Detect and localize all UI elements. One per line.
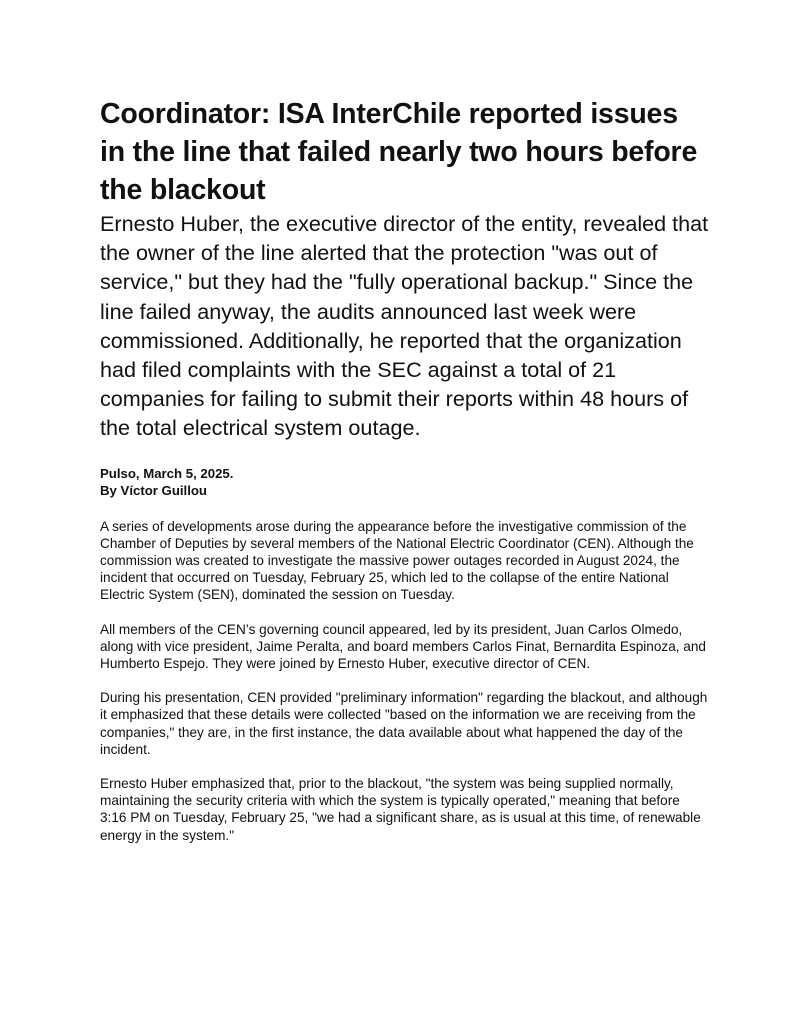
headline: Coordinator: ISA InterChile reported issues in the line that failed nearly two hours before the blackout <box>100 98 698 206</box>
byline <box>100 465 710 499</box>
body-paragraph: During his presentation, CEN provided "preliminary information" regarding the blackout, and although it emphasized that these details were collected "based on the information we are receiving from the companies," they are, in the first instance, the data available about what happened the day of the incident. <box>100 690 708 757</box>
author: By Víctor Guillou <box>100 482 207 498</box>
body-paragraph: Ernesto Huber emphasized that, prior to the blackout, "the system was being supplied normally, maintaining the security criteria with which the system is typically operated," meaning that before 3:16 PM on Tuesday, February 25, "we had a significant share, as is usual at this time, of renewable energy in the system." <box>100 776 701 843</box>
article-body <box>100 518 710 844</box>
dateline: Pulso, March 5, 2025. <box>100 465 234 481</box>
body-paragraph: A series of developments arose during the appearance before the investigative commission of the Chamber of Deputies by several members of the National Electric Coordinator (CEN). Although the commission was created to investigate the massive power outages recorded in August 2024, the incident that occurred on Tuesday, February 25, which led to the collapse of the entire National Electric System (SEN), dominated the session on Tuesday. <box>100 518 694 603</box>
dek-summary: Ernesto Huber, the executive director of the entity, revealed that the owner of the line alerted that the protection "was out of service," but they had the "fully operational backup." Since the line failed anyway, the audits announced last week were commissioned. Additionally, he reported that the organization had filed complaints with the SEC against a total of 21 companies for failing to submit their reports within 48 hours of the total electrical system outage. <box>100 211 709 441</box>
article <box>100 95 710 861</box>
body-paragraph: All members of the CEN’s governing council appeared, led by its president, Juan Carlos Olmedo, along with vice president, Jaime Peralta, and board members Carlos Finat, Bernardita Espinoza, and Humberto Espejo. They were joined by Ernesto Huber, executive director of CEN. <box>100 621 706 672</box>
